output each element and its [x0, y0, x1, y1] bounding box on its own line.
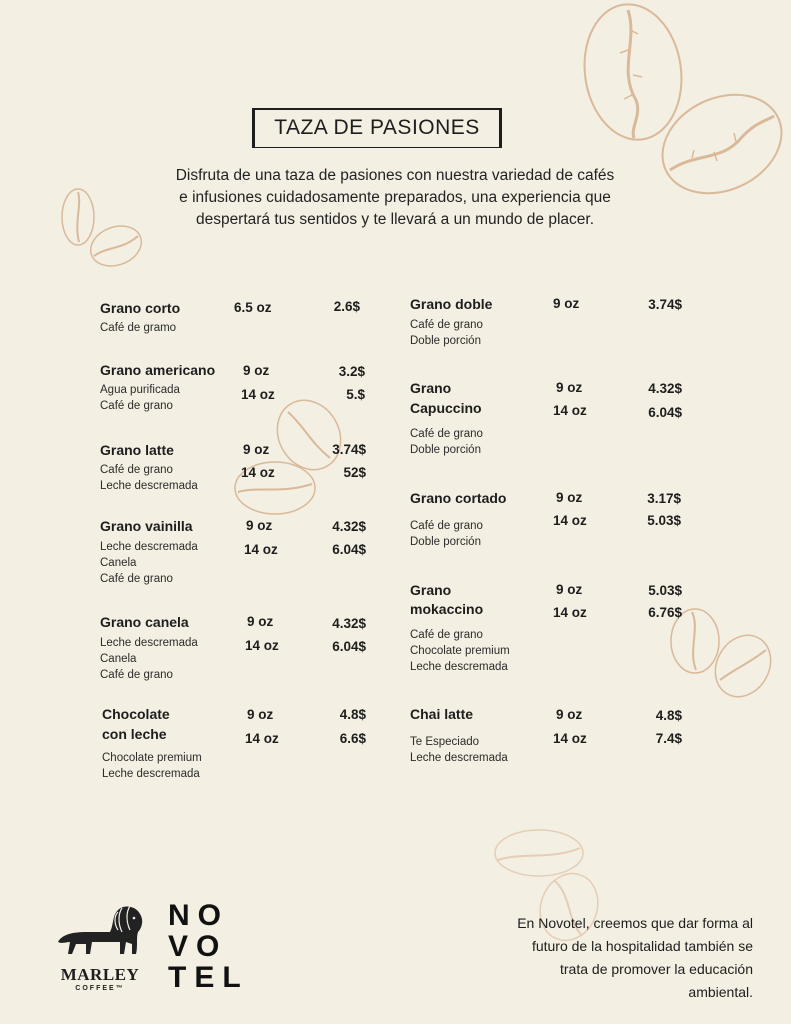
novotel-logo-line: VO [168, 930, 228, 963]
item-size: 9 oz [243, 442, 270, 457]
item-price: 5.03$ [647, 513, 681, 528]
item-price: 4.8$ [339, 707, 366, 722]
footer-line: ambiental. [688, 984, 753, 1000]
item-price: 3.74$ [332, 442, 366, 457]
item-price: 4.8$ [655, 708, 682, 723]
item-size: 9 oz [247, 707, 274, 722]
item-desc: Agua purificada [100, 384, 180, 396]
item-size: 14 oz [244, 542, 278, 557]
item-price: 7.4$ [655, 731, 682, 746]
item-size: 9 oz [246, 518, 273, 533]
item-name: Grano americano [100, 362, 216, 378]
item-desc: Te Especiado [410, 736, 480, 748]
item-desc: Doble porción [410, 335, 481, 347]
item-desc: Chocolate premium [410, 645, 510, 657]
item-size: 14 oz [553, 731, 587, 746]
lion-icon [52, 902, 148, 958]
intro-line: e infusiones cuidadosamente preparados, una experiencia que [179, 189, 611, 206]
item-size: 14 oz [245, 731, 279, 746]
item-desc: Café de grano [410, 629, 483, 641]
item-name: Grano canela [100, 614, 189, 630]
item-price: 6.76$ [648, 605, 682, 620]
item-desc: Leche descremada [102, 768, 200, 780]
item-desc: Leche descremada [410, 661, 508, 673]
item-price: 6.04$ [332, 639, 366, 654]
item-desc: Leche descremada [100, 541, 198, 553]
item-price: 4.32$ [332, 519, 366, 534]
item-price: 2.6$ [333, 299, 360, 314]
item-price: 3.2$ [338, 364, 365, 379]
item-name: Capuccino [410, 400, 482, 416]
novotel-logo-line: TEL [168, 961, 249, 994]
coffee-bean-icon [652, 82, 791, 207]
intro-paragraph [130, 165, 660, 231]
item-name: Grano [410, 582, 452, 598]
menu-item-grano-canela [100, 612, 370, 687]
item-name: Grano corto [100, 300, 181, 316]
item-desc: Doble porción [410, 444, 481, 456]
item-size: 14 oz [245, 638, 279, 653]
item-price: 5.$ [346, 387, 365, 402]
item-price: 6.04$ [648, 405, 682, 420]
item-name: Grano cortado [410, 490, 507, 506]
item-name: mokaccino [410, 601, 484, 617]
item-size: 9 oz [247, 614, 274, 629]
item-size: 6.5 oz [234, 300, 272, 315]
marley-coffee-logo [52, 902, 148, 992]
menu-item-grano-mokaccino [410, 580, 690, 675]
menu-item-grano-vainilla [100, 516, 370, 591]
item-desc: Café de grano [100, 573, 173, 585]
item-size: 14 oz [241, 465, 275, 480]
item-desc: Café de grano [410, 428, 483, 440]
item-price: 6.04$ [332, 542, 366, 557]
item-size: 9 oz [556, 490, 583, 505]
item-name: con leche [102, 726, 167, 742]
novotel-logo-line: NO [168, 899, 229, 932]
item-size: 14 oz [553, 513, 587, 528]
item-desc: Leche descremada [410, 752, 508, 764]
item-desc: Leche descremada [100, 480, 198, 492]
intro-line: despertará tus sentidos y te llevará a un mundo de placer. [195, 211, 595, 228]
footer-statement [433, 912, 753, 1004]
coffee-bean-icon [712, 632, 774, 700]
footer-line: trata de promover la educación [560, 961, 753, 977]
item-name: Grano [410, 380, 452, 396]
item-desc: Leche descremada [100, 637, 198, 649]
item-size: 9 oz [556, 582, 583, 597]
item-price: 5.03$ [648, 583, 682, 598]
item-price: 3.74$ [648, 297, 682, 312]
menu-item-chai-latte [410, 704, 690, 769]
footer-line: En Novotel, creemos que dar forma al [517, 915, 753, 931]
item-desc: Café de grano [100, 400, 173, 412]
menu-item-grano-capuccino [410, 378, 690, 458]
title-frame [252, 108, 502, 148]
menu-item-grano-doble [410, 294, 690, 354]
menu-item-grano-latte [100, 440, 370, 500]
item-name: Grano latte [100, 442, 174, 458]
item-name: Chai latte [410, 706, 474, 722]
item-size: 14 oz [241, 387, 275, 402]
marley-sub-text: COFFEE™ [75, 985, 125, 992]
item-size: 14 oz [553, 403, 587, 418]
menu-item-chocolate-con-leche [102, 704, 372, 784]
item-desc: Chocolate premium [102, 752, 202, 764]
item-name: Grano doble [410, 296, 493, 312]
menu-item-grano-americano [100, 360, 370, 420]
item-desc: Café de grano [410, 520, 483, 532]
item-size: 9 oz [556, 380, 583, 395]
item-size: 9 oz [243, 363, 270, 378]
intro-line: Disfruta de una taza de pasiones con nuestra variedad de cafés [175, 167, 615, 184]
menu-item-grano-corto [100, 298, 370, 343]
item-price: 4.32$ [332, 616, 366, 631]
item-desc: Café de grano [100, 669, 173, 681]
novotel-logo [168, 900, 248, 993]
menu-item-grano-cortado [410, 488, 690, 553]
item-desc: Café de grano [100, 464, 173, 476]
item-price: 3.17$ [647, 491, 681, 506]
marley-brand-text: MARLEY [60, 965, 140, 984]
item-name: Chocolate [102, 706, 170, 722]
item-desc: Canela [100, 557, 137, 569]
page-title: TAZA DE PASIONES [274, 116, 480, 139]
item-price: 6.6$ [339, 731, 366, 746]
footer-line: futuro de la hospitalidad también se [531, 938, 753, 954]
item-name: Grano vainilla [100, 518, 193, 534]
item-size: 9 oz [556, 707, 583, 722]
item-desc: Café de gramo [100, 322, 177, 334]
item-price: 52$ [343, 465, 366, 480]
item-desc: Café de grano [410, 319, 483, 331]
item-size: 9 oz [553, 296, 580, 311]
item-size: 14 oz [553, 605, 587, 620]
item-price: 4.32$ [648, 381, 682, 396]
item-desc: Doble porción [410, 536, 481, 548]
item-desc: Canela [100, 653, 137, 665]
